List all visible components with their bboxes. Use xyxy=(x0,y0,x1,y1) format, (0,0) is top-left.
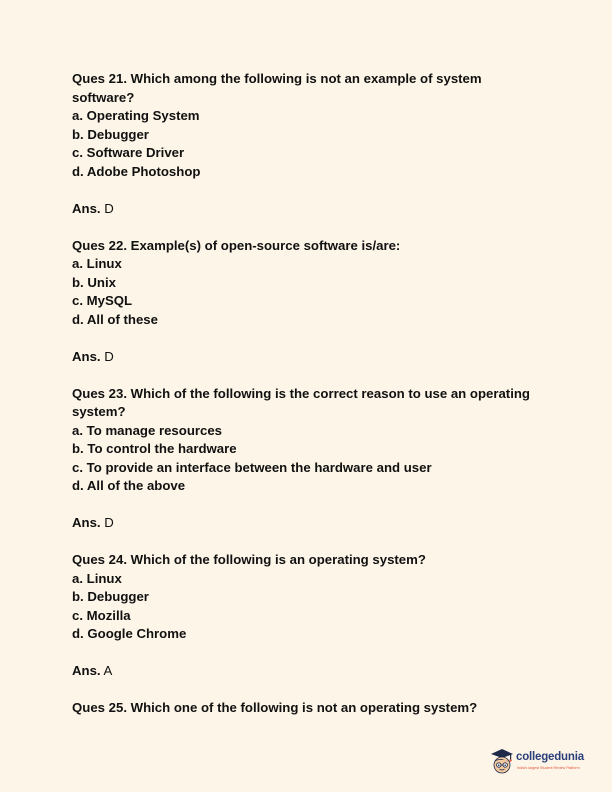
question-title: Ques 21. Which among the following is not an example of system software? xyxy=(72,71,482,105)
answer-value: D xyxy=(104,515,114,530)
logo-tagline: India's largest Student Review Platform xyxy=(517,766,580,770)
answer xyxy=(72,662,542,681)
answer-value: D xyxy=(104,348,114,364)
option-a: a. To manage resources xyxy=(72,422,223,438)
question-title: Ques 22. Example(s) of open-source software is/are: xyxy=(72,237,401,253)
option-a: a. Linux xyxy=(72,256,122,271)
answer-label: Ans. xyxy=(72,663,101,678)
option-c: c. To provide an interface between the hardware and user xyxy=(72,459,432,475)
answer xyxy=(72,200,542,219)
option-b: b. Debugger xyxy=(72,589,149,604)
answer-value: D xyxy=(104,200,114,216)
option-b: b. Debugger xyxy=(72,126,149,142)
question-25 xyxy=(72,699,542,718)
collegedunia-logo xyxy=(490,748,590,778)
option-c: c. MySQL xyxy=(72,293,133,308)
option-b: b. To control the hardware xyxy=(72,441,237,456)
answer xyxy=(72,514,542,533)
option-c: c. Mozilla xyxy=(72,607,131,623)
option-d: d. Adobe Photoshop xyxy=(72,163,201,179)
answer-value: A xyxy=(103,663,113,678)
question-24 xyxy=(72,551,542,681)
option-d: d. Google Chrome xyxy=(72,626,187,641)
question-title: Ques 23. Which of the following is the correct reason to use an operating system? xyxy=(72,385,530,419)
document-body xyxy=(72,70,542,718)
option-b: b. Unix xyxy=(72,274,116,290)
answer-label: Ans. xyxy=(72,200,101,216)
question-title: Ques 24. Which of the following is an operating system? xyxy=(72,552,426,567)
option-c: c. Software Driver xyxy=(72,145,185,160)
option-a: a. Linux xyxy=(72,570,122,586)
mascot-icon xyxy=(490,748,514,776)
question-23 xyxy=(72,385,542,533)
option-d: d. All of the above xyxy=(72,478,186,493)
answer-label: Ans. xyxy=(72,515,101,530)
question-21 xyxy=(72,70,542,218)
logo-name: collegedunia xyxy=(516,751,584,763)
question-22 xyxy=(72,237,542,367)
answer xyxy=(72,348,542,367)
question-title: Ques 25. Which one of the following is not an operating system? xyxy=(72,700,478,715)
option-d: d. All of these xyxy=(72,311,158,327)
option-a: a. Operating System xyxy=(72,108,200,123)
answer-label: Ans. xyxy=(72,348,101,364)
